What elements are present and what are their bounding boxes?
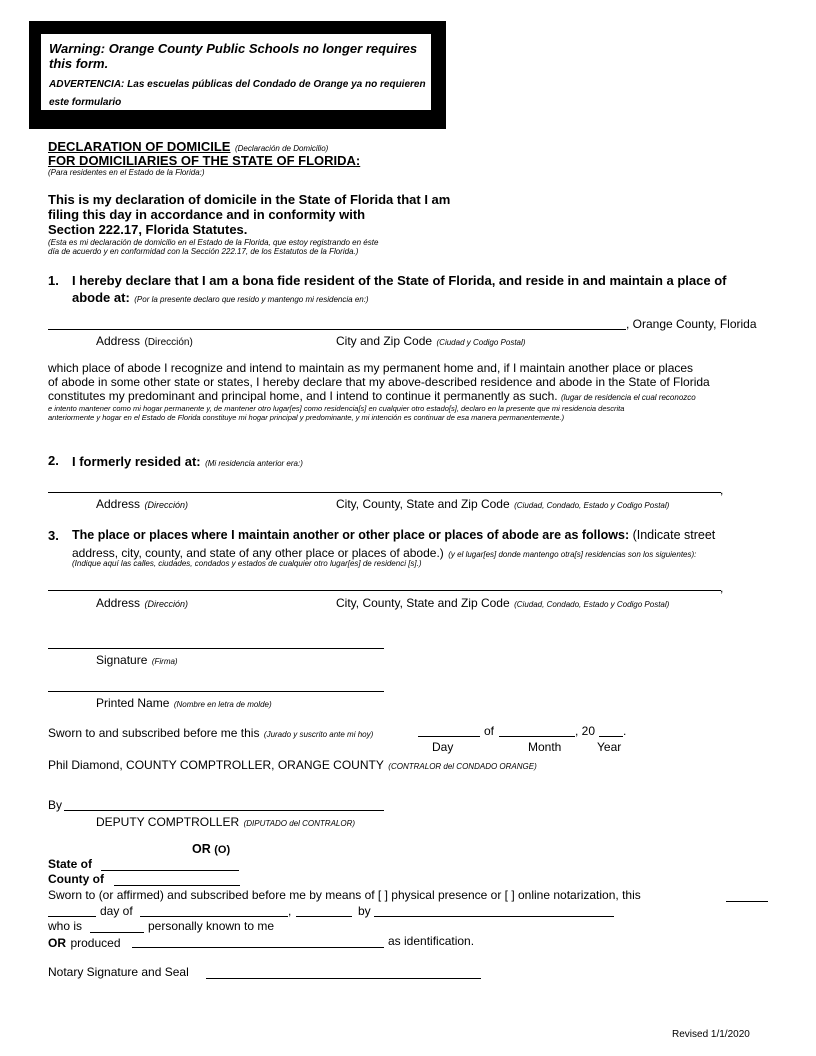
notary-personally-known: personally known to me: [148, 919, 275, 933]
address-label: Address: [96, 334, 141, 348]
sworn-spanish: (Jurado y suscrito ante mi hoy): [263, 730, 374, 739]
sworn-month-label: Month: [528, 740, 562, 754]
abode-es2: anteriormente y hogar en el Estado de Florida constituye mi hogar principal y predominante, y mi intención es continuar de esa manera permanentemente.): [48, 413, 565, 422]
notary-identification-field[interactable]: [132, 947, 384, 948]
sworn-year-field[interactable]: [599, 736, 623, 737]
notary-day-field[interactable]: [48, 916, 96, 917]
sworn-day-field[interactable]: [418, 736, 480, 737]
abode-line1: which place of abode I recognize and intend to maintain as my permanent home and, if I maintain another place or places: [48, 361, 694, 375]
notary-day-of: day of: [100, 904, 133, 918]
title-text: DECLARATION OF DOMICILE: [48, 139, 231, 154]
intro-es1: (Esta es mi declaración de domicilio en el Estado de la Florida, que estoy registrando en éste: [48, 238, 379, 247]
section3-number: 3.: [48, 528, 59, 543]
or-spanish: (O): [214, 844, 231, 856]
section2-heading: [72, 453, 303, 471]
signature-spanish: (Firma): [151, 657, 178, 666]
section3-city-label: [336, 594, 669, 612]
abode-spanish: [48, 404, 624, 422]
intro-line3: Section 222.17, Florida Statutes.: [48, 222, 248, 237]
printed-name-line[interactable]: [48, 691, 384, 692]
section2-address-line[interactable]: [48, 492, 721, 493]
address-label: Address: [96, 596, 141, 610]
deputy-by: By: [48, 798, 63, 812]
deputy-spanish: (DIPUTADO del CONTRALOR): [243, 819, 356, 828]
comptroller-line: [48, 756, 537, 774]
title-spanish: (Declaración de Domicilio): [234, 144, 329, 153]
sworn-year-label: Year: [597, 740, 622, 754]
notary-identification: as identification.: [388, 934, 475, 948]
notary-by-name-field[interactable]: [374, 916, 614, 917]
sworn-month-field[interactable]: [499, 736, 575, 737]
comptroller-text: Phil Diamond, COUNTY COMPTROLLER, ORANGE COUNTY: [48, 758, 384, 772]
sworn-period: .: [623, 724, 627, 738]
section1-city-label: [336, 332, 525, 350]
notary-who-is: who is: [48, 919, 83, 933]
section2-city-label: [336, 495, 669, 513]
abode-line2: of abode in some other state or states, I hereby declare that my above-described residence and abode in the State of Florida: [48, 375, 710, 389]
warning-english: Warning: Orange County Public Schools no longer requires this form.: [49, 41, 418, 71]
section3-comma: ,: [720, 581, 724, 595]
notary-comma: ,: [288, 904, 292, 918]
section3-spanish1: (y el lugar[es] donde mantengo otra[s] residencias son los siguientes):: [448, 550, 697, 559]
abode-line3: [48, 389, 772, 405]
section1-county-suffix: , Orange County, Florida: [626, 317, 757, 331]
printed-name-label: [96, 694, 272, 712]
city-spanish: (Ciudad, Condado, Estado y Codigo Postal): [514, 501, 670, 510]
notary-month-field[interactable]: [140, 916, 288, 917]
section1-number: 1.: [48, 273, 59, 288]
section2-comma: ,: [720, 483, 724, 497]
notary-signature-label: Notary Signature and Seal: [48, 965, 189, 979]
deputy-signature-line[interactable]: [64, 810, 384, 811]
address-spanish: (Dirección): [144, 599, 188, 609]
notary-year-field[interactable]: [296, 916, 352, 917]
section1-text: I hereby declare that I am a bona fide resident of the State of Florida, and reside in and maintain a place of: [72, 273, 727, 288]
section2-text: I formerly resided at:: [72, 454, 201, 469]
sworn-text: Sworn to and subscribed before me this: [48, 726, 260, 740]
city-spanish: (Ciudad, Condado, Estado y Codigo Postal): [514, 600, 670, 609]
warning-spanish: ADVERTENCIA: Las escuelas públicas del Condado de Orange ya no requieren este formulario: [49, 79, 426, 108]
section3-address-label: [96, 594, 188, 612]
section1-abode: abode at:: [72, 290, 130, 305]
printed-name-spanish: (Nombre en letra de molde): [173, 700, 272, 709]
notary-signature-field[interactable]: [206, 978, 481, 979]
address-spanish: (Dirección): [144, 500, 188, 510]
notary-county-field[interactable]: [114, 885, 240, 886]
deputy-label: [96, 813, 355, 831]
section3-spanish2: (Indique aquí las calles, ciudades, condados y estados de cualquier otro lugar[es] de residenci [s].): [72, 559, 422, 568]
deputy-text: DEPUTY COMPTROLLER: [96, 815, 240, 829]
city-label: City, County, State and Zip Code: [336, 596, 510, 610]
section1-address-line[interactable]: [48, 329, 626, 330]
intro-spanish: [48, 238, 378, 256]
sworn-of: of: [484, 724, 495, 738]
section3-text-bold: The place or places where I maintain another or other place or places of abode are as follows:: [72, 528, 630, 542]
city-label: City and Zip Code: [336, 334, 433, 348]
intro-line2: filing this day in accordance and in conformity with: [48, 207, 366, 222]
notary-county-label: County of: [48, 872, 104, 886]
sworn-day-label: Day: [432, 740, 454, 754]
intro-line1: This is my declaration of domicile in the State of Florida that I am: [48, 192, 451, 207]
notary-state-field[interactable]: [101, 870, 239, 871]
city-spanish: (Ciudad y Codigo Postal): [436, 338, 526, 347]
section3-line1: [72, 528, 715, 542]
notary-sworn-text: Sworn to (or affirmed) and subscribed before me by means of [ ] physical presence or [ ] online notarization, this: [48, 888, 641, 902]
title-line2-spanish: (Para residentes en el Estado de la Florida:): [48, 168, 205, 177]
intro-text: [48, 192, 450, 237]
section1-line2: [72, 289, 369, 307]
sworn-line: [48, 724, 373, 742]
intro-es2: día de acuerdo y en conformidad con la Sección 222.17, de los Estatutos de la Florida.): [48, 247, 359, 256]
sworn-year-prefix: , 20: [575, 724, 596, 738]
notary-who-is-field[interactable]: [90, 932, 144, 933]
section1-spanish: (Por la presente declaro que resido y mantengo mi residencia en:): [134, 295, 369, 304]
notary-this-day-field[interactable]: [726, 901, 768, 902]
title-line2: FOR DOMICILIARIES OF THE STATE OF FLORIDA:: [48, 153, 361, 168]
section2-spanish: (Mi residencia anterior era:): [205, 459, 303, 468]
notary-produced: produced: [70, 936, 121, 950]
comptroller-spanish: (CONTRALOR del CONDADO ORANGE): [388, 762, 537, 771]
section1-address-label: [96, 332, 193, 350]
section2-number: 2.: [48, 453, 59, 468]
abode-paragraph: [48, 361, 772, 405]
address-spanish: (Dirección): [144, 337, 193, 348]
signature-label: [96, 651, 178, 669]
address-label: Address: [96, 497, 141, 511]
section2-address-label: [96, 495, 188, 513]
printed-name-text: Printed Name: [96, 696, 170, 710]
notary-or: OR: [48, 936, 66, 950]
notary-state-label: State of: [48, 857, 93, 871]
section3-address-line[interactable]: [48, 590, 721, 591]
city-label: City, County, State and Zip Code: [336, 497, 510, 511]
section3-text2: address, city, county, and state of any other place or places of abode.): [72, 546, 444, 560]
or-label: [192, 842, 230, 856]
notary-produced-line: [48, 934, 121, 952]
abode-line3-text: constitutes my predominant and principal home, and I intend to continue it permanently as such.: [48, 389, 558, 403]
abode-es-a: (lugar de residencia el cual reconozco: [560, 393, 696, 402]
abode-es1: e intento mantener como mi hogar permanente y, de mantener otro lugar[es] como residencia[s] en cualquier otro estado[s], declaro en la presente que mi residencia descrita: [48, 404, 625, 413]
signature-text: Signature: [96, 653, 148, 667]
notary-by: by: [358, 904, 371, 918]
revised-date: Revised 1/1/2020: [672, 1029, 750, 1040]
signature-line[interactable]: [48, 648, 384, 649]
or-text: OR: [192, 842, 211, 856]
section3-text-normal: (Indicate street: [632, 528, 716, 542]
